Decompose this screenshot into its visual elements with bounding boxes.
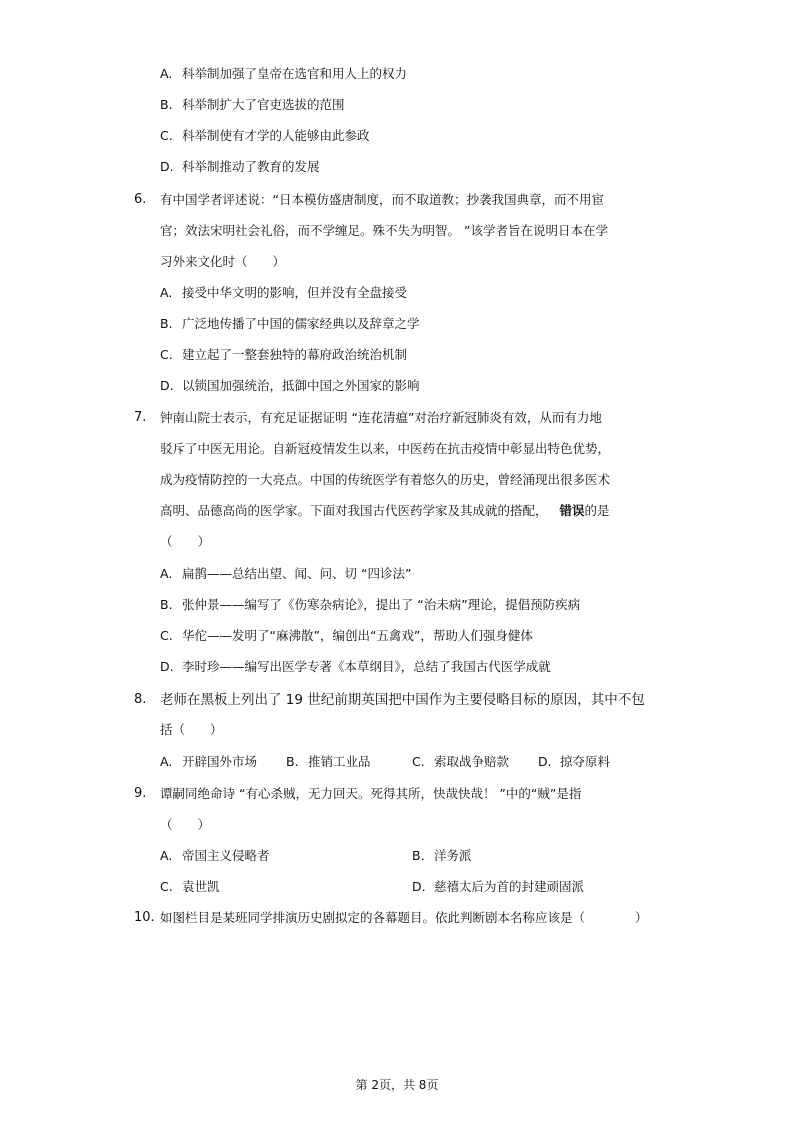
q8-number: 8. [134, 692, 147, 707]
q7-option-b: B. 张仲景——编写了《伤寒杂病论》，提出了 “治未病”理论，提倡预防疾病 [160, 597, 581, 612]
q5-option-b: B. 科举制扩大了官吏选拔的范围 [160, 97, 345, 112]
q7-stem-line-2: 驳斥了中医无用论。自新冠疫情发生以来，中医药在抗击疫情中彰显出特色优势， [160, 441, 611, 456]
q7-option-a: A. 扁鹊——总结出望、闻、问、切 “四诊法” [160, 566, 412, 581]
q7-stem-line-3: 成为疫情防控的一大亮点。中国的传统医学有着悠久的历史，曾经涌现出很多医术 [160, 472, 611, 487]
q6-number: 6. [134, 192, 147, 207]
q10-number: 10. [134, 910, 155, 925]
q5-option-d: D. 科举制推动了教育的发展 [160, 159, 320, 174]
q6-option-d: D. 以锁国加强统治，抵御中国之外国家的影响 [160, 378, 420, 393]
q8-stem-line-1: 老师在黑板上列出了 19 世纪前期英国把中国作为主要侵略目标的原因，其中不包 [160, 692, 645, 708]
q9-option-a: A. 帝国主义侵略者 [160, 848, 270, 863]
q7-number: 7. [134, 410, 147, 425]
q7-option-d: D. 李时珍——编写出医学专著《本草纲目》，总结了我国古代医学成就 [160, 659, 551, 674]
q9-option-b: B. 洋务派 [412, 848, 472, 863]
q9-stem-line-2: （ ） [160, 817, 211, 832]
q6-stem-line-1: 有中国学者评述说：“日本模仿盛唐制度，而不取道教；抄袭我国典章，而不用宦 [160, 192, 604, 207]
q8-option-a: A. 开辟国外市场 [160, 754, 258, 769]
q8-option-b: B. 推销工业品 [286, 754, 371, 769]
q5-option-a: A. 科举制加强了皇帝在选官和用人上的权力 [160, 66, 408, 81]
page-footer: 第 2页，共 8页 [355, 1078, 439, 1092]
q6-stem-line-3: 习外来文化时（ ） [160, 254, 286, 269]
q9-number: 9. [134, 786, 147, 801]
q8-stem-line-2: 括（ ） [160, 722, 223, 737]
q6-stem-line-2: 官；效法宋明社会礼俗，而不学缠足。殊不失为明智。 ”该学者旨在说明日本在学 [160, 223, 608, 238]
q9-option-c: C. 袁世凯 [160, 879, 220, 894]
q10-stem-line-1: 如图栏目是某班同学排演历史剧拟定的各幕题目。依此判断剧本名称应该是（ ） [160, 910, 648, 925]
q7-emphasis-wrong: 错误 [559, 503, 585, 518]
q6-option-b: B. 广泛地传播了中国的儒家经典以及辞章之学 [160, 316, 420, 331]
q7-stem-line-4: 高明、品德高尚的医学家。下面对我国古代医药学家及其成就的搭配， 错误的是 [160, 503, 610, 518]
q5-option-c: C. 科举制使有才学的人能够由此参政 [160, 128, 370, 143]
q6-option-a: A. 接受中华文明的影响，但并没有全盘接受 [160, 285, 408, 300]
q7-option-c: C. 华佗——发明了“麻沸散”，编创出“五禽戏”，帮助人们强身健体 [160, 628, 533, 643]
q8-option-d: D. 掠夺原料 [538, 754, 611, 769]
q9-option-d: D. 慈禧太后为首的封建顽固派 [412, 879, 585, 894]
q8-option-c: C. 索取战争赔款 [412, 754, 510, 769]
q6-option-c: C. 建立起了一整套独特的幕府政治统治机制 [160, 347, 408, 362]
q9-stem-line-1: 谭嗣同绝命诗 “有心杀贼，无力回天。死得其所，快哉快哉！ ”中的“贼”是指 [160, 786, 582, 801]
q7-stem-line-1: 钟南山院士表示，有充足证据证明 “连花清瘟”对治疗新冠肺炎有效，从而有力地 [160, 410, 602, 425]
q7-answer-paren: （ ） [160, 534, 211, 549]
